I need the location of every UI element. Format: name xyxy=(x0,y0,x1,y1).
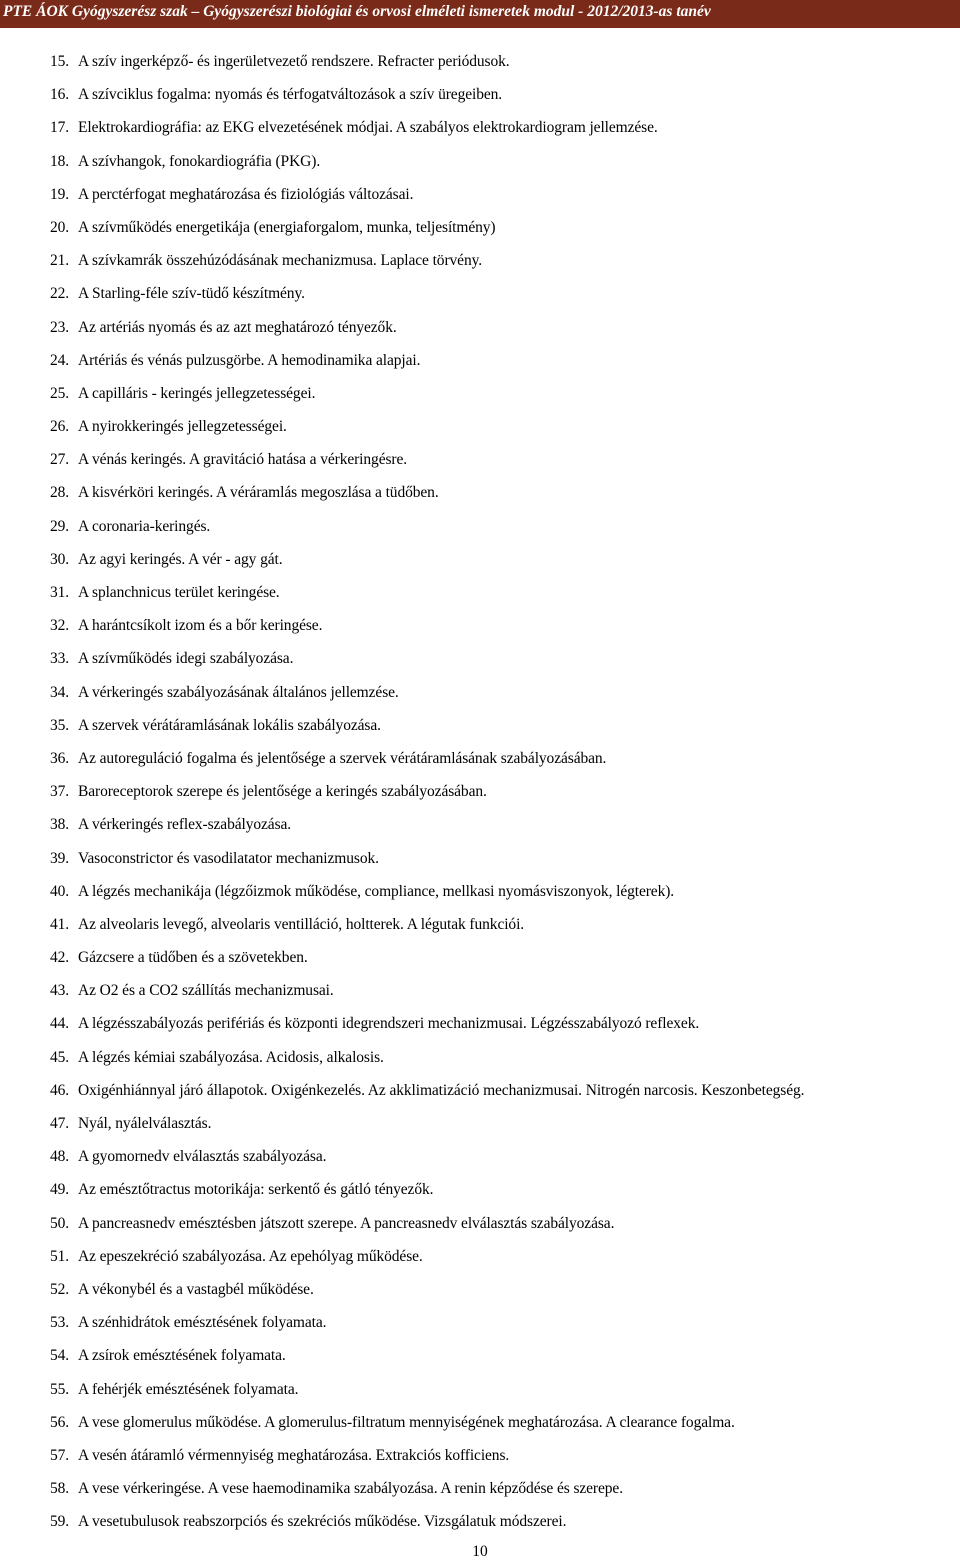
list-item xyxy=(50,516,955,549)
topic-number: 45. xyxy=(50,1048,70,1066)
topic-number: 57. xyxy=(50,1446,70,1464)
topic-text: A szív ingerképző- és ingerületvezető rendszere. Refracter periódusok. xyxy=(78,53,510,70)
topic-text: A szívműködés energetikája (energiaforgalom, munka, teljesítmény) xyxy=(78,218,496,236)
topic-number: 32. xyxy=(50,617,70,635)
list-item xyxy=(50,449,955,482)
topic-text: A szívhangok, fonokardiográfia (PKG). xyxy=(78,152,321,170)
topic-number: 58. xyxy=(50,1480,70,1498)
topic-text: A kisvérköri keringés. A véráramlás megoszlása a tüdőben. xyxy=(78,484,439,502)
list-item xyxy=(50,1179,955,1212)
list-item xyxy=(50,1013,955,1046)
topic-text: A szervek vérátáramlásának lokális szabályozása. xyxy=(78,716,381,734)
list-item xyxy=(50,1511,955,1544)
list-item xyxy=(50,383,955,416)
topic-text: A vékonybél és a vastagbél működése. xyxy=(78,1280,314,1298)
topic-number: 50. xyxy=(50,1214,70,1232)
list-item xyxy=(50,151,955,184)
topic-text: Az emésztőtractus motorikája: serkentő és gátló tényezők. xyxy=(78,1181,434,1199)
topic-text: A vérkeringés szabályozásának általános jellemzése. xyxy=(78,683,399,701)
topic-text: A vénás keringés. A gravitáció hatása a vérkeringésre. xyxy=(78,451,408,469)
topic-text: A Starling-féle szív-tüdő készítmény. xyxy=(78,285,305,303)
list-item xyxy=(50,250,955,283)
topic-text: A coronaria-keringés. xyxy=(78,517,211,535)
topic-number: 44. xyxy=(50,1015,70,1033)
list-item xyxy=(50,1345,955,1378)
topic-text: Az artériás nyomás és az azt meghatározó tényezők. xyxy=(78,318,397,336)
list-item xyxy=(50,1379,955,1412)
topic-number: 43. xyxy=(50,982,70,1000)
topic-number: 25. xyxy=(50,384,70,402)
topic-text: A fehérjék emésztésének folyamata. xyxy=(78,1380,299,1398)
list-item xyxy=(50,283,955,316)
topic-number: 52. xyxy=(50,1280,70,1298)
list-item xyxy=(50,881,955,914)
list-item xyxy=(50,84,955,117)
topic-number: 40. xyxy=(50,882,70,900)
page-number: 10 xyxy=(472,1543,488,1560)
list-item xyxy=(50,117,955,150)
topic-text: Az O2 és a CO2 szállítás mechanizmusai. xyxy=(78,982,334,1000)
topic-number: 22. xyxy=(50,285,70,303)
topic-number: 23. xyxy=(50,318,70,336)
topic-text: A gyomornedv elválasztás szabályozása. xyxy=(78,1148,327,1166)
topic-number: 54. xyxy=(50,1347,70,1365)
topic-number: 56. xyxy=(50,1413,70,1431)
topic-number: 21. xyxy=(50,252,70,270)
topic-number: 42. xyxy=(50,949,70,967)
topic-text: A nyirokkeringés jellegzetességei. xyxy=(78,418,287,436)
topic-number: 59. xyxy=(50,1513,70,1531)
topic-number: 18. xyxy=(50,152,70,170)
list-item xyxy=(50,781,955,814)
topic-number: 53. xyxy=(50,1314,70,1332)
topic-number: 26. xyxy=(50,418,70,436)
topic-text: A splanchnicus terület keringése. xyxy=(78,584,280,601)
list-item xyxy=(50,1445,955,1478)
list-item xyxy=(50,615,955,648)
topic-text: A vese glomerulus működése. A glomerulus-filtratum mennyiségének meghatározása. A clearance fogalma. xyxy=(78,1413,735,1431)
list-item xyxy=(50,184,955,217)
list-item xyxy=(50,416,955,449)
topic-text: A légzésszabályozás perifériás és központi idegrendszeri mechanizmusai. Légzésszabályozó reflexek. xyxy=(78,1015,700,1033)
topic-number: 15. xyxy=(50,53,70,70)
topic-text: Artériás és vénás pulzusgörbe. A hemodinamika alapjai. xyxy=(78,351,421,369)
topic-text: A légzés mechanikája (légzőizmok működése, compliance, mellkasi nyomásviszonyok, légterek). xyxy=(78,882,675,900)
list-item xyxy=(50,1246,955,1279)
list-item xyxy=(50,682,955,715)
list-item xyxy=(50,914,955,947)
topic-text: Baroreceptorok szerepe és jelentősége a keringés szabályozásában. xyxy=(78,783,487,801)
topic-number: 27. xyxy=(50,451,70,469)
topic-number: 38. xyxy=(50,816,70,834)
topic-number: 30. xyxy=(50,550,70,568)
topic-number: 34. xyxy=(50,683,70,701)
list-item xyxy=(50,1213,955,1246)
topic-text: A vesetubulusok reabszorpciós és szekréciós működése. Vizsgálatuk módszerei. xyxy=(78,1513,567,1531)
topic-text: A vesén átáramló vérmennyiség meghatározása. Extrakciós kofficiens. xyxy=(78,1446,510,1464)
topic-text: Az epeszekréció szabályozása. Az epehólyag működése. xyxy=(78,1247,423,1265)
page-header-bar xyxy=(0,0,960,28)
list-item xyxy=(50,980,955,1013)
topic-text: A szívkamrák összehúzódásának mechanizmusa. Laplace törvény. xyxy=(78,252,483,270)
topic-text: Az autoreguláció fogalma és jelentősége a szervek vérátáramlásának szabályozásában. xyxy=(78,749,607,767)
topic-text: Nyál, nyálelválasztás. xyxy=(78,1115,212,1132)
topic-text: Az agyi keringés. A vér - agy gát. xyxy=(78,550,283,568)
topic-text: Gázcsere a tüdőben és a szövetekben. xyxy=(78,949,308,967)
list-item xyxy=(50,715,955,748)
topic-number: 48. xyxy=(50,1148,70,1166)
topic-number: 24. xyxy=(50,351,70,369)
list-item xyxy=(50,1113,955,1146)
topic-number: 46. xyxy=(50,1081,70,1099)
topic-text: A légzés kémiai szabályozása. Acidosis, alkalosis. xyxy=(78,1048,384,1066)
topic-number: 31. xyxy=(50,584,70,601)
topic-number: 16. xyxy=(50,86,70,104)
topic-text: A perctérfogat meghatározása és fiziológiás változásai. xyxy=(78,185,414,203)
topic-number: 19. xyxy=(50,185,70,203)
list-item xyxy=(50,1047,955,1080)
topic-text: Az alveolaris levegő, alveolaris ventilláció, holtterek. A légutak funkciói. xyxy=(78,915,525,933)
list-item xyxy=(50,350,955,383)
list-item xyxy=(50,648,955,681)
list-item xyxy=(50,482,955,515)
topic-number: 39. xyxy=(50,849,70,867)
list-item xyxy=(50,582,955,615)
topic-text: A szívciklus fogalma: nyomás és térfogatváltozások a szív üregeiben. xyxy=(78,86,503,104)
topic-number: 51. xyxy=(50,1247,70,1265)
topic-text: A pancreasnedv emésztésben játszott szerepe. A pancreasnedv elválasztás szabályozása. xyxy=(78,1214,615,1232)
topic-number: 33. xyxy=(50,650,70,668)
list-item xyxy=(50,217,955,250)
topic-number: 36. xyxy=(50,749,70,767)
list-item xyxy=(50,317,955,350)
list-item xyxy=(50,814,955,847)
topic-text: A szívműködés idegi szabályozása. xyxy=(78,650,294,668)
list-item xyxy=(50,1412,955,1445)
list-item xyxy=(50,1312,955,1345)
list-item xyxy=(50,549,955,582)
topic-number: 35. xyxy=(50,716,70,734)
topic-number: 28. xyxy=(50,484,70,502)
topic-number: 20. xyxy=(50,218,70,236)
topic-number: 47. xyxy=(50,1115,70,1132)
list-item xyxy=(50,1478,955,1511)
topic-text: A vérkeringés reflex-szabályozása. xyxy=(78,816,292,834)
page-header-title: PTE ÁOK Gyógyszerész szak – Gyógyszerészi biológiai és orvosi elméleti ismeretek modul - 2012/2013-as tanév xyxy=(3,3,711,20)
list-item xyxy=(50,1279,955,1312)
list-item xyxy=(50,51,955,84)
list-item xyxy=(50,748,955,781)
topic-number: 29. xyxy=(50,517,70,535)
topic-text: Vasoconstrictor és vasodilatator mechanizmusok. xyxy=(78,849,379,867)
topic-number: 49. xyxy=(50,1181,70,1199)
list-item xyxy=(50,947,955,980)
topic-number: 17. xyxy=(50,119,70,137)
topic-text: Elektrokardiográfia: az EKG elvezetésének módjai. A szabályos elektrokardiogram jellemzése. xyxy=(78,119,658,137)
topic-number: 37. xyxy=(50,783,70,801)
topic-text: A vese vérkeringése. A vese haemodinamika szabályozása. A renin képződése és szerepe. xyxy=(78,1480,623,1498)
topic-text: A harántcsíkolt izom és a bőr keringése. xyxy=(78,617,323,635)
topic-text: A zsírok emésztésének folyamata. xyxy=(78,1347,286,1365)
topic-text: A szénhidrátok emésztésének folyamata. xyxy=(78,1314,327,1332)
topic-number: 55. xyxy=(50,1380,70,1398)
topic-list xyxy=(50,51,955,1544)
list-item xyxy=(50,848,955,881)
topic-text: A capilláris - keringés jellegzetességei. xyxy=(78,384,316,402)
topic-text: Oxigénhiánnyal járó állapotok. Oxigénkezelés. Az akklimatizáció mechanizmusai. Nitrogén narcosis. Keszonbetegség. xyxy=(78,1081,805,1099)
list-item xyxy=(50,1080,955,1113)
list-item xyxy=(50,1146,955,1179)
topic-number: 41. xyxy=(50,915,70,933)
